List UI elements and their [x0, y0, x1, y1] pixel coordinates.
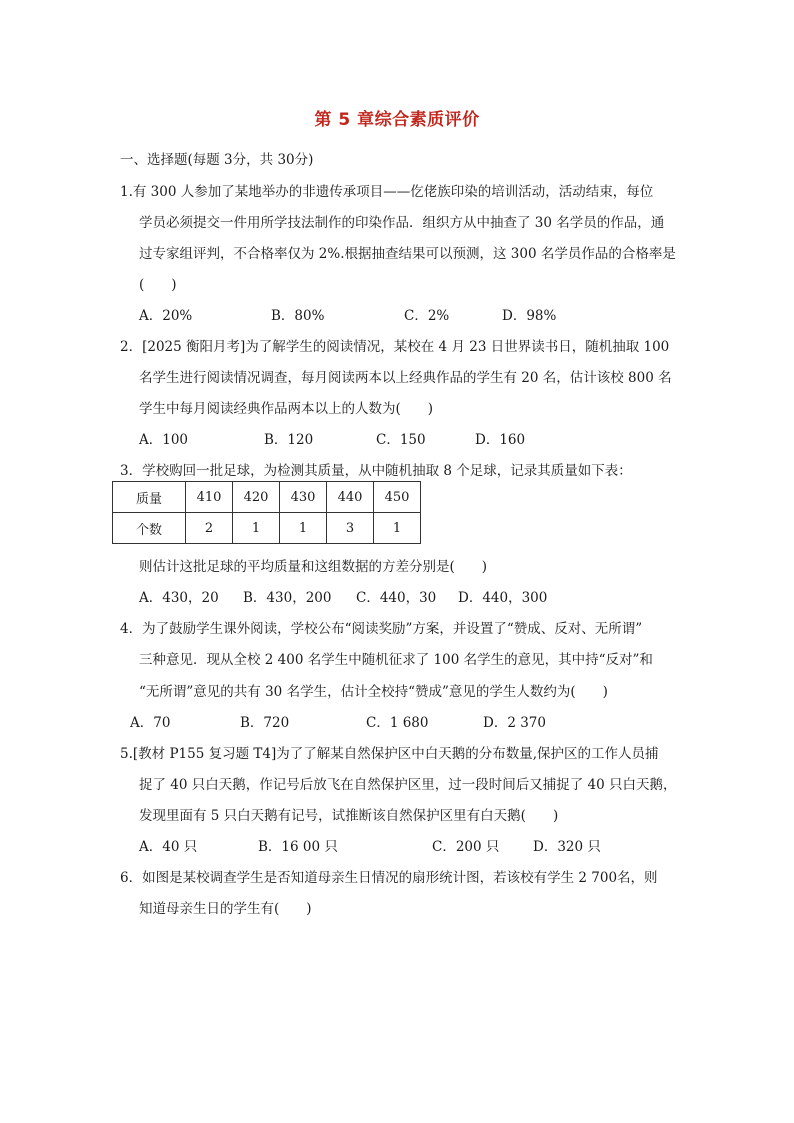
q5-option-c: C．200 只: [432, 839, 500, 855]
q2-line-2: 名学生进行阅读情况调查，每月阅读两本以上经典作品的学生有 20 名，估计该校 800 名: [139, 370, 672, 386]
table-cell: 1: [280, 513, 327, 544]
q4-option-d: D．2 370: [483, 715, 546, 731]
q1-option-c: C．2%: [404, 308, 450, 324]
q1-option-d: D．98%: [502, 308, 557, 324]
table-row-mass: [113, 482, 421, 513]
q1-line-3: 过专家组评判，不合格率仅为 2%.根据抽查结果可以预测，这 300 名学员作品的合格率是: [139, 246, 676, 262]
table-header-mass: 质量: [113, 482, 186, 513]
q5-option-a: A．40 只: [139, 839, 198, 855]
table-cell: 1: [374, 513, 421, 544]
table-row-count: [113, 513, 421, 544]
q3-option-a: A．430，20: [139, 590, 219, 606]
q4-line-2: 三种意见．现从全校 2 400 名学生中随机征求了 100 名学生的意见，其中持“反对”和: [139, 652, 653, 668]
q5-line-3: 发现里面有 5 只白天鹅有记号，试推断该自然保护区里有白天鹅( ): [139, 808, 559, 824]
q5-line-2: 捉了 40 只白天鹅，作记号后放飞在自然保护区里，过一段时间后又捕捉了 40 只白天鹅，: [139, 777, 677, 793]
q1-option-a: A．20%: [139, 308, 193, 324]
q4-line-1: 4．为了鼓励学生课外阅读，学校公布“阅读奖励”方案，并设置了“赞成、反对、无所谓”: [120, 621, 643, 637]
table-header-count: 个数: [113, 513, 186, 544]
table-cell: 450: [374, 482, 421, 513]
q2-line-1: 2．[2025 衡阳月考]为了解学生的阅读情况，某校在 4 月 23 日世界读书日，随机抽取 100: [120, 339, 670, 355]
q4-option-c: C．1 680: [366, 715, 429, 731]
q2-option-b: B．120: [264, 432, 314, 448]
q1-line-2: 学员必须提交一件用所学技法制作的印染作品．组织方从中抽查了 30 名学员的作品，通: [139, 215, 665, 231]
q6-line-2: 知道母亲生日的学生有( ): [139, 901, 312, 917]
q3-option-c: C．440，30: [356, 590, 437, 606]
q5-option-b: B．16 00 只: [258, 839, 338, 855]
q2-option-c: C．150: [376, 432, 426, 448]
page-title: 第 5 章综合素质评价: [314, 110, 480, 130]
table-cell: 420: [233, 482, 280, 513]
q2-option-d: D．160: [475, 432, 526, 448]
table-cell: 440: [327, 482, 374, 513]
q3-line-2: 则估计这批足球的平均质量和这组数据的方差分别是( ): [139, 559, 488, 575]
q4-option-a: A．70: [130, 715, 171, 731]
q3-option-b: B．430，200: [243, 590, 332, 606]
section-heading: 一、选择题(每题 3分，共 30分): [120, 152, 314, 168]
table-cell: 430: [280, 482, 327, 513]
table-cell: 410: [186, 482, 233, 513]
q6-line-1: 6．如图是某校调查学生是否知道母亲生日情况的扇形统计图，若该校有学生 2 700名，则: [120, 870, 658, 886]
q4-option-b: B．720: [240, 715, 290, 731]
q2-option-a: A．100: [139, 432, 189, 448]
q5-line-1: 5.[教材 P155 复习题 T4]为了了解某自然保护区中白天鹅的分布数量,保护区的工作人员捕: [120, 746, 659, 762]
table-cell: 2: [186, 513, 233, 544]
q5-option-d: D．320 只: [533, 839, 601, 855]
q3-option-d: D．440，300: [458, 590, 548, 606]
q3-line-1: 3．学校购回一批足球，为检测其质量，从中随机抽取 8 个足球，记录其质量如下表：: [120, 463, 632, 479]
table-cell: 3: [327, 513, 374, 544]
q1-option-b: B．80%: [271, 308, 325, 324]
q4-line-3: “无所谓”意见的共有 30 名学生，估计全校持“赞成”意见的学生人数约为( ): [139, 684, 608, 700]
q2-line-3: 学生中每月阅读经典作品两本以上的人数为( ): [139, 401, 434, 417]
mass-table: [112, 481, 421, 544]
q1-line-4: ( ): [139, 277, 177, 293]
table-cell: 1: [233, 513, 280, 544]
q1-line-1: 1.有 300 人参加了某地举办的非遗传承项目——仡佬族印染的培训活动，活动结束，每位: [120, 184, 654, 200]
